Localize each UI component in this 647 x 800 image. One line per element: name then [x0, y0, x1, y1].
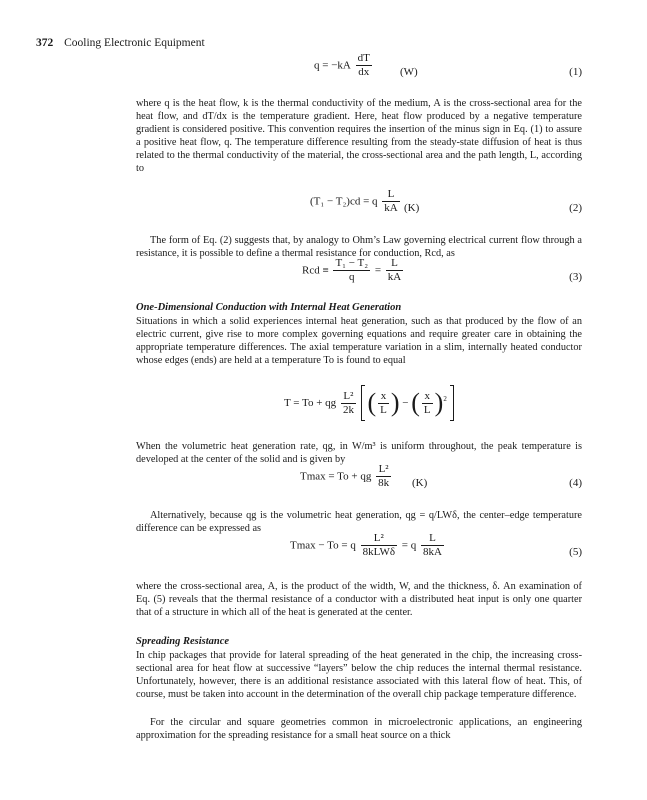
paragraph-2: The form of Eq. (2) suggests that, by analogy to Ohm’s Law governing electrical current flow through a resistance, it is possible to define a thermal resistance for conduction, Rcd, as — [136, 235, 582, 260]
equation-3 — [136, 257, 582, 297]
eq4-lhs: Tmax = To + qg — [300, 470, 372, 483]
eq1-fraction — [356, 52, 372, 79]
eq3-label: (3) — [569, 271, 582, 283]
eq2-numerator: L — [382, 188, 399, 202]
paragraph-1: where q is the heat flow, k is the thermal conductivity of the medium, A is the cross-sectional area for the heat flow, and dT/dx is the temperature gradient. Here, heat flow produced by a negative temperature gradient is considered positive. This convention requires the insertion of the minus sign in Eq. (1) to assure a positive heat flow, q. The temperature difference resulting from the steady-state diffusion of heat is thus related to the thermal conductivity of the material, the cross-sectional area and the path length, L, according to — [136, 98, 582, 175]
eq4a-minus: − — [402, 397, 409, 409]
paren-open-2: ( — [411, 388, 420, 417]
eq4a-term2-num: x — [422, 390, 433, 404]
paragraph-6: where the cross-sectional area, A, is the product of the width, W, and the thickness, δ. An examination of Eq. (5) reveals that the thermal resistance of a conductor with a distributed heat input is only one quarter that of a structure in which all of the heat is generated at the center. — [136, 581, 582, 619]
left-bracket — [361, 385, 365, 421]
eq4-fraction — [376, 463, 391, 490]
paren-close-1: ) — [390, 388, 400, 417]
eq4-label: (4) — [569, 477, 582, 489]
paragraph-5: Alternatively, because qg is the volumetric heat generation, qg = q/LWδ, the center–edge temperature difference can be expressed as — [136, 510, 582, 535]
eq5-fraction-1 — [361, 532, 397, 559]
eq2-unit: (K) — [404, 202, 420, 214]
eq5-fraction-2 — [421, 532, 444, 559]
eq3-denominator-2: kA — [387, 271, 402, 283]
eq5-numerator-1: L² — [361, 532, 397, 546]
eq4a-term1-num: x — [378, 390, 389, 404]
eq4a-term1-den: L — [380, 403, 387, 416]
section-heading-internal-heat: One-Dimensional Conduction with Internal Heat Generation — [136, 302, 402, 313]
eq3-numerator-2: L — [386, 257, 403, 271]
eq5-denominator-1: 8kLWδ — [362, 546, 396, 558]
eq4-denominator: 8k — [378, 477, 390, 489]
eq2-label: (2) — [569, 202, 582, 214]
running-title: Cooling Electronic Equipment — [64, 37, 205, 49]
eq4a-numerator: L² — [341, 390, 356, 404]
eq5-denominator-2: 8kA — [423, 546, 442, 558]
eq1-numerator: dT — [357, 52, 370, 64]
eq4a-exponent: 2 — [443, 394, 447, 403]
eq2-fraction — [382, 188, 399, 215]
eq4a-fraction — [341, 390, 356, 417]
equation-5 — [136, 532, 582, 572]
eq1-unit: (W) — [400, 66, 418, 78]
eq3-numerator-1: T₁ − T₂ — [335, 257, 369, 269]
paren-open-1: ( — [367, 388, 377, 417]
section-heading-spreading-resistance: Spreading Resistance — [136, 636, 230, 647]
eq4a-term1 — [378, 390, 389, 417]
eq4-unit: (K) — [412, 477, 428, 489]
eq1-lhs: q = −kA — [314, 59, 351, 72]
eq2-denominator: kA — [384, 202, 398, 214]
equation-temperature-profile — [136, 383, 582, 427]
equation-2 — [136, 188, 582, 228]
eq4-numerator: L² — [376, 463, 391, 477]
paragraph-8: For the circular and square geometries common in microelectronic applications, an engineering approximation for the spreading resistance for a small heat source on a thick — [136, 717, 582, 742]
eq1-label: (1) — [569, 66, 582, 78]
eq5-numerator-2: L — [421, 532, 444, 546]
running-header — [36, 37, 205, 49]
eq3-denominator-1: q — [349, 271, 355, 283]
eq3-lhs: Rcd ≡ — [302, 264, 329, 277]
equation-4 — [136, 463, 582, 503]
eq1-denominator: dx — [358, 66, 370, 78]
eq3-equals: = — [374, 264, 382, 277]
paragraph-7: In chip packages that provide for lateral spreading of the heat generated in the chip, the increasing cross-sectional area for heat flow at successive “layers” below the chip reduces the internal thermal resistance. Unfortunately, however, there is an additional resistance associated with this lateral flow of heat. This, of course, must be taken into account in the determination of the overall chip package temperature difference. — [136, 650, 582, 701]
eq2-lhs: (T₁ − T₂)cd = q — [310, 195, 378, 208]
eq4a-term2 — [422, 390, 433, 417]
eq5-equals: = q — [401, 539, 417, 552]
eq3-fraction-2 — [386, 257, 403, 284]
eq4a-lhs: T = To + qg — [284, 397, 337, 409]
right-bracket — [450, 385, 454, 421]
eq3-fraction-1 — [333, 257, 370, 284]
paragraph-4: When the volumetric heat generation rate, qg, in W/m³ is uniform throughout, the peak temperature is developed at the center of the solid and is given by — [136, 441, 582, 466]
eq5-lhs: Tmax − To = q — [290, 539, 356, 552]
eq4a-denominator: 2k — [342, 403, 354, 416]
eq5-label: (5) — [569, 546, 582, 558]
paren-close-2: ) — [434, 388, 444, 417]
page-number: 372 — [36, 37, 54, 49]
equation-1 — [136, 52, 582, 92]
paragraph-3: Situations in which a solid experiences internal heat generation, such as that produced by the flow of an electric current, give rise to more complex governing equations and require greater care in obtaining the appropriate temperature differences. The axial temperature variation in a slim, internally heated conductor whose edges (ends) are held at a temperature To is found to equal — [136, 316, 582, 367]
eq4a-term2-den: L — [423, 403, 431, 416]
